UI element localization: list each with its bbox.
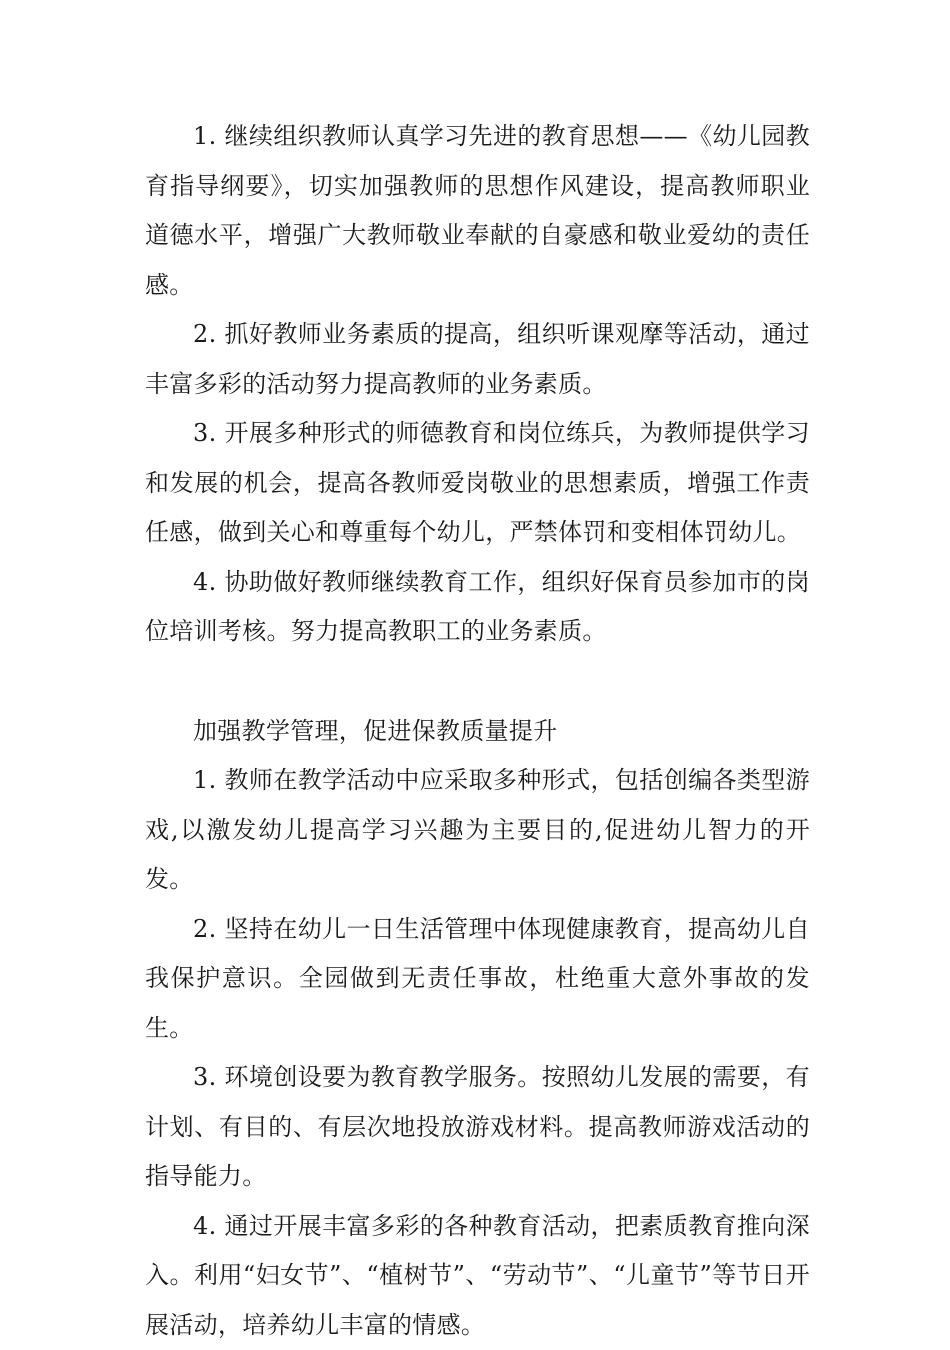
document-body <box>145 112 810 1350</box>
paragraph-item-6: 2. 坚持在幼儿一日生活管理中体现健康教育，提高幼儿自我保护意识。全园做到无责任事故，杜绝重大意外事故的发生。 <box>145 905 810 1054</box>
section-heading: 加强教学管理，促进保教质量提升 <box>145 707 810 757</box>
paragraph-item-4: 4. 协助做好教师继续教育工作，组织好保育员参加市的岗位培训考核。努力提高教职工的业务素质。 <box>145 558 810 657</box>
section-spacer <box>145 657 810 707</box>
paragraph-item-8: 4. 通过开展丰富多彩的各种教育活动，把素质教育推向深入。利用“妇女节”、“植树节”、“劳动节”、“儿童节”等节日开展活动，培养幼儿丰富的情感。 <box>145 1202 810 1350</box>
paragraph-item-7: 3. 环境创设要为教育教学服务。按照幼儿发展的需要，有计划、有目的、有层次地投放游戏材料。提高教师游戏活动的指导能力。 <box>145 1053 810 1202</box>
paragraph-item-2: 2. 抓好教师业务素质的提高，组织听课观摩等活动，通过丰富多彩的活动努力提高教师的业务素质。 <box>145 310 810 409</box>
paragraph-item-5: 1. 教师在教学活动中应采取多种形式，包括创编各类型游戏,以激发幼儿提高学习兴趣为主要目的,促进幼儿智力的开发。 <box>145 756 810 905</box>
paragraph-item-1: 1. 继续组织教师认真学习先进的教育思想——《幼儿园教育指导纲要》，切实加强教师的思想作风建设，提高教师职业道德水平，增强广大教师敬业奉献的自豪感和敬业爱幼的责任感。 <box>145 112 810 310</box>
paragraph-item-3: 3. 开展多种形式的师德教育和岗位练兵，为教师提供学习和发展的机会，提高各教师爱岗敬业的思想素质，增强工作责任感，做到关心和尊重每个幼儿，严禁体罚和变相体罚幼儿。 <box>145 409 810 558</box>
